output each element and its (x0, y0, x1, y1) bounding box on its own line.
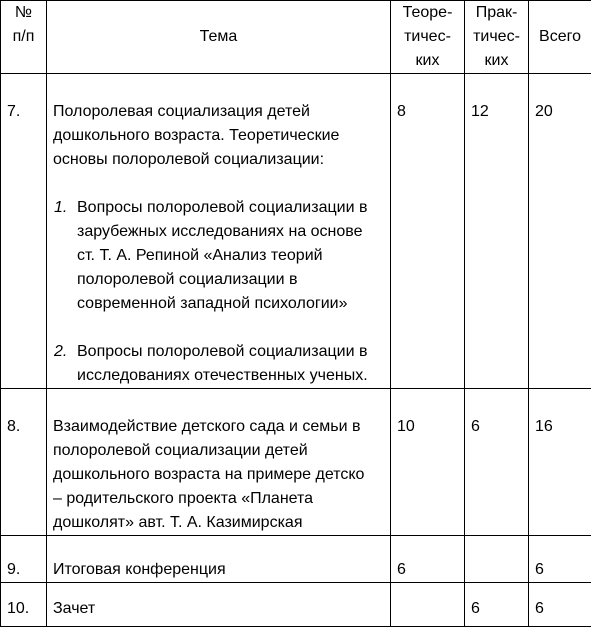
header-number-symbol: № (1, 1, 46, 25)
total-hours: 20 (529, 74, 591, 389)
practice-hours: 6 (465, 583, 529, 627)
header-practice-line: тичес- (465, 25, 528, 49)
header-theory-cell (391, 1, 465, 74)
subtopic-item (53, 196, 376, 316)
row-number: 7. (1, 74, 47, 389)
theory-hours (391, 583, 465, 627)
header-topic-cell (47, 1, 391, 74)
row-topic: Взаимодействие детского сада и семьи в полоролевой социализации детей дошкольного возраста на примере детско – родительского проекта «Планета дошколят» авт. Т. А. Казимирская (47, 389, 391, 536)
row-number: 9. (1, 536, 47, 583)
row-topic: Полоролевая социализация детей дошкольного возраста. Теоретические основы полоролевой социализации: (53, 100, 376, 172)
table-row (1, 583, 591, 627)
subtopic-item (53, 340, 376, 388)
row-topic: Итоговая конференция (47, 536, 391, 583)
practice-hours (465, 536, 529, 583)
practice-hours: 12 (465, 74, 529, 389)
header-number-label: п/п (1, 25, 46, 49)
header-total-label: Всего (539, 28, 581, 45)
subtopic-marker: 1. (54, 196, 67, 220)
subtopic-list (53, 196, 376, 388)
subtopic-text: Вопросы полоролевой социализации в зарубежных исследованиях на основе ст. Т. А. Репиной «Анализ теорий полоролевой социализации в современной западной психологии» (77, 199, 367, 312)
row-number: 10. (1, 583, 47, 627)
practice-hours: 6 (465, 389, 529, 536)
header-practice-line: ких (465, 49, 528, 73)
theory-hours: 6 (391, 536, 465, 583)
table-row (1, 74, 591, 389)
theory-hours: 8 (391, 74, 465, 389)
row-topic-cell (47, 74, 391, 389)
subtopic-marker: 2. (54, 340, 67, 364)
table-header-row (1, 1, 591, 74)
header-total-cell (529, 1, 591, 74)
header-topic-label: Тема (200, 28, 238, 45)
row-topic: Зачет (47, 583, 391, 627)
header-theory-line: ких (391, 49, 464, 73)
header-practice-line: Прак- (465, 1, 528, 25)
subtopic-text: Вопросы полоролевой социализации в исследованиях отечественных ученых. (77, 343, 368, 384)
header-number-cell (1, 1, 47, 74)
header-theory-line: тичес- (391, 25, 464, 49)
total-hours: 6 (529, 583, 591, 627)
header-theory-line: Теоре- (391, 1, 464, 25)
header-practice-cell (465, 1, 529, 74)
row-number: 8. (1, 389, 47, 536)
table-row (1, 389, 591, 536)
table-row (1, 536, 591, 583)
total-hours: 16 (529, 389, 591, 536)
total-hours: 6 (529, 536, 591, 583)
theory-hours: 10 (391, 389, 465, 536)
